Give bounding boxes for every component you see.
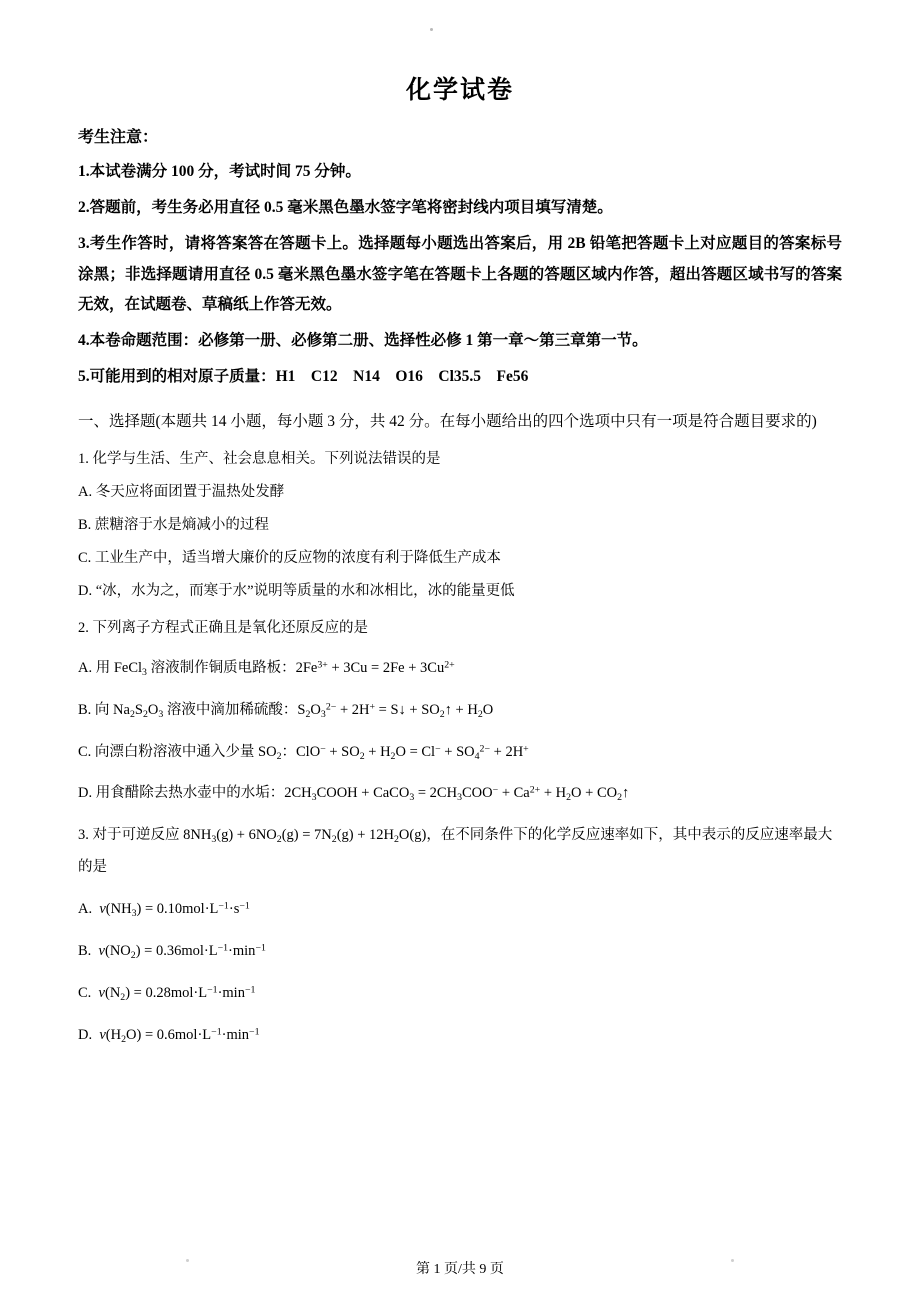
question-3-option-c: C. $v(N_2) = 0.28mol\cdot L^{-1}\cdot\min^{-1}$ xyxy=(78,984,256,1003)
question-2-option-b: B. 向 $Na_2S_2O_3$ 溶液中滴加稀硫酸：$S_2O_3^{2-} + 2H^+$ = S↓ + $SO_2↑ + H_2O$ xyxy=(78,701,494,720)
question-3-option-d: D. $v(H_2O) = 0.6mol\cdot L^{-1}\cdot\min^{-1}$ xyxy=(78,1026,260,1045)
question-block-2 xyxy=(78,614,842,811)
notice-item-4: 4.本卷命题范围：必修第一册、必修第二册、选择性必修 1 第一章～第三章第一节。 xyxy=(78,332,648,350)
question-2-stem xyxy=(78,614,842,643)
notice-item-2: 2.答题前，考生务必用直径 0.5 毫米黑色墨水签字笔将密封线内项目填写清楚。 xyxy=(78,199,613,217)
page-title: 化学试卷 xyxy=(405,77,514,104)
question-3-option-b: B. $v(NO_2) = 0.36mol\cdot L^{-1}\cdot\min^{-1}$ xyxy=(78,942,266,961)
notice-item-1: 1.本试卷满分 100 分，考试时间 75 分钟。 xyxy=(78,163,361,180)
question-1-stem xyxy=(78,445,842,474)
page-marker-top-dot xyxy=(430,28,433,31)
question-1-option-b: B. 蔗糖溶于水是熵减小的过程 xyxy=(78,516,269,533)
question-2-option-d: D. 用食醋除去热水壶中的水垢：$2CH_3COOH$ + CaCO$_3$ = $2CH_3COO^- + Ca^{2+} + H_2O$ + $CO_2↑$ xyxy=(78,784,630,804)
question-block-3 xyxy=(78,820,842,1051)
notice-heading: 考生注意： xyxy=(78,129,159,146)
section-heading-multiple-choice: 一、选择题(本题共 14 小题，每小题 3 分，共 42 分。在每小题给出的四个选项中只有一项是符合题目要求的) xyxy=(78,412,817,430)
question-2-option-c: C. 向漂白粉溶液中通入少量 $SO_2$：$ClO^- + SO_2 + H_2O = Cl^- + SO_4^{2-} + 2H^+$ xyxy=(78,743,529,762)
question-1-text: 化学与生活、生产、社会息息相关。下列说法错误的是 xyxy=(92,450,441,467)
notice-item-3: 3.考生作答时，请将答案答在答题卡上。选择题每小题选出答案后，用 2B 铅笔把答题卡上对应题目的答案标号涂黑；非选择题请用直径 0.5 毫米黑色墨水签字笔在答题卡上各题的答题区域内作答，超出答题区域书写的答案无效，在试题卷、草稿纸上作答无效。 xyxy=(78,235,842,313)
question-1-number: 1. xyxy=(78,450,89,467)
page-footer: 第 1 页/共 9 页 xyxy=(416,1262,504,1277)
question-2-text: 下列离子方程式正确且是氧化还原反应的是 xyxy=(92,619,368,636)
question-block-1 xyxy=(78,445,842,606)
question-1-option-c: C. 工业生产中，适当增大廉价的反应物的浓度有利于降低生产成本 xyxy=(78,549,501,566)
question-3-stem: 3. 对于可逆反应 $8NH_3(g) + 6NO_2(g) = 7N_2(g) + 12H_2O(g)$，在不同条件下的化学反应速率如下，其中表示的反应速率最大的是 xyxy=(78,827,833,876)
question-3-option-a: A. $v(NH_3) = 0.10mol\cdot L^{-1}\cdot s^{-1}$ xyxy=(78,900,250,919)
question-2-number: 2. xyxy=(78,619,89,636)
question-2-option-a: A. 用 FeCl$_3$ 溶液制作铜质电路板：$2Fe^{3+} + 3Cu = 2Fe + 3Cu^{2+}$ xyxy=(78,659,455,678)
question-1-option-d: D. “冰，水为之，而寒于水”说明等质量的水和冰相比，冰的能量更低 xyxy=(78,582,515,599)
notice-item-5: 5.可能用到的相对原子质量：H1 C12 N14 O16 Cl35.5 Fe56 xyxy=(78,368,529,386)
question-1-option-a: A. 冬天应将面团置于温热处发酵 xyxy=(78,483,285,500)
